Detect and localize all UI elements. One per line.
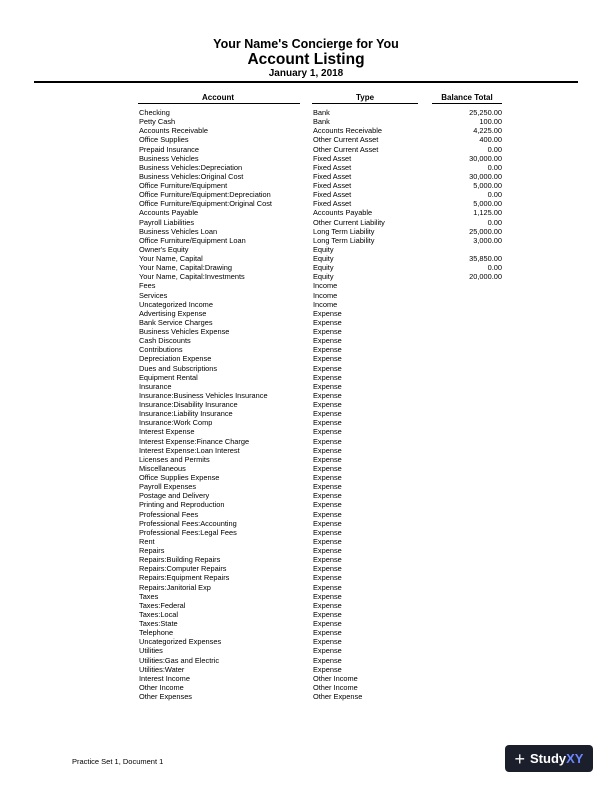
type-cell: Expense	[313, 527, 342, 537]
type-cell: Expense	[313, 491, 342, 501]
account-cell: Insurance:Liability Insurance	[139, 409, 233, 419]
table-row	[0, 628, 612, 637]
table-row	[0, 546, 612, 555]
table-row	[0, 564, 612, 573]
table-row	[0, 519, 612, 528]
account-cell: Repairs:Janitorial Exp	[139, 582, 211, 592]
account-cell: Professional Fees:Accounting	[139, 518, 237, 528]
type-cell: Expense	[313, 436, 342, 446]
account-cell: Insurance	[139, 381, 172, 391]
type-cell: Expense	[313, 509, 342, 519]
table-row	[0, 236, 612, 245]
table-row	[0, 555, 612, 564]
table-row	[0, 190, 612, 199]
type-cell: Expense	[313, 418, 342, 428]
account-cell: Repairs:Equipment Repairs	[139, 573, 230, 583]
balance-cell: 0.00	[487, 162, 502, 172]
account-cell: Prepaid Insurance	[139, 144, 199, 154]
table-row	[0, 674, 612, 683]
type-cell: Expense	[313, 381, 342, 391]
type-cell: Bank	[313, 108, 330, 117]
account-cell: Advertising Expense	[139, 308, 207, 318]
type-cell: Expense	[313, 609, 342, 619]
type-cell: Expense	[313, 619, 342, 628]
table-row	[0, 500, 612, 509]
footer-text: Practice Set 1, Document 1	[72, 757, 164, 766]
account-cell: Payroll Liabilities	[139, 217, 195, 227]
report-title: Account Listing	[247, 51, 365, 68]
account-cell: Bank Service Charges	[139, 317, 213, 327]
table-row	[0, 135, 612, 144]
account-cell: Uncategorized Income	[139, 299, 213, 309]
type-cell: Income	[313, 281, 338, 291]
plus-icon: +	[514, 748, 526, 769]
type-cell: Bank	[313, 117, 330, 127]
type-cell: Fixed Asset	[313, 199, 352, 209]
type-cell: Expense	[313, 664, 342, 674]
type-cell: Long Term Liability	[313, 226, 375, 236]
table-row	[0, 172, 612, 181]
type-cell: Long Term Liability	[313, 235, 375, 245]
table-row	[0, 510, 612, 519]
table-row	[0, 427, 612, 436]
table-row	[0, 464, 612, 473]
account-cell: Business Vehicles:Depreciation	[139, 162, 243, 172]
account-cell: Accounts Payable	[139, 208, 199, 218]
account-cell: Dues and Subscriptions	[139, 363, 218, 373]
balance-cell: 0.00	[487, 144, 502, 154]
table-row	[0, 409, 612, 418]
account-cell: Repairs	[139, 546, 165, 555]
type-cell: Other Current Asset	[313, 135, 379, 145]
type-cell: Expense	[313, 564, 342, 574]
table-row	[0, 327, 612, 336]
type-cell: Expense	[313, 345, 342, 355]
table-row	[0, 619, 612, 628]
type-cell: Expense	[313, 591, 342, 601]
account-cell: Petty Cash	[139, 117, 176, 127]
table-row	[0, 665, 612, 674]
type-cell: Expense	[313, 600, 342, 610]
account-cell: Repairs:Computer Repairs	[139, 564, 227, 574]
type-cell: Other Current Liability	[313, 217, 385, 227]
type-cell: Expense	[313, 427, 342, 437]
table-row	[0, 281, 612, 290]
table-row	[0, 354, 612, 363]
account-cell: Your Name, Capital	[139, 254, 203, 263]
table-row	[0, 528, 612, 537]
type-cell: Expense	[313, 536, 342, 546]
table-row	[0, 610, 612, 619]
account-cell: Business Vehicles Expense	[139, 327, 230, 336]
type-cell: Expense	[313, 336, 342, 346]
account-cell: Taxes:Local	[139, 609, 179, 619]
type-cell: Expense	[313, 390, 342, 400]
table-row	[0, 181, 612, 190]
type-cell: Equity	[313, 244, 334, 254]
type-cell: Equity	[313, 263, 334, 273]
table-row	[0, 163, 612, 172]
account-cell: Cash Discounts	[139, 336, 191, 346]
type-cell: Expense	[313, 655, 342, 665]
balance-cell: 0.00	[487, 263, 502, 273]
balance-cell: 1,125.00	[473, 208, 502, 218]
table-row	[0, 373, 612, 382]
table-row	[0, 400, 612, 409]
account-cell: Office Supplies Expense	[139, 473, 220, 482]
table-row	[0, 154, 612, 163]
table-row	[0, 126, 612, 135]
balance-cell: 5,000.00	[473, 199, 502, 209]
table-row	[0, 382, 612, 391]
table-row	[0, 318, 612, 327]
type-cell: Expense	[313, 637, 342, 647]
account-cell: Payroll Expenses	[139, 482, 197, 492]
type-cell: Expense	[313, 354, 342, 364]
type-cell: Accounts Receivable	[313, 126, 383, 136]
table-row	[0, 263, 612, 272]
type-cell: Equity	[313, 272, 334, 282]
account-cell: Insurance:Work Comp	[139, 418, 213, 428]
table-row	[0, 692, 612, 701]
account-cell: Insurance:Business Vehicles Insurance	[139, 390, 268, 400]
type-cell: Fixed Asset	[313, 162, 352, 172]
account-cell: Taxes	[139, 591, 159, 601]
table-row	[0, 254, 612, 263]
type-cell: Expense	[313, 500, 342, 510]
account-cell: Fees	[139, 281, 156, 291]
account-cell: Other Income	[139, 682, 184, 692]
type-cell: Expense	[313, 573, 342, 583]
account-cell: Your Name, Capital:Investments	[139, 272, 245, 282]
account-cell: Telephone	[139, 628, 174, 638]
table-row	[0, 446, 612, 455]
balance-cell: 4,225.00	[473, 126, 502, 136]
balance-cell: 30,000.00	[469, 171, 502, 181]
type-cell: Expense	[313, 582, 342, 592]
account-cell: Professional Fees	[139, 509, 199, 519]
balance-cell: 400.00	[479, 135, 502, 145]
table-row	[0, 336, 612, 345]
type-cell: Other Income	[313, 673, 358, 683]
type-cell: Expense	[313, 646, 342, 656]
table-row	[0, 117, 612, 126]
account-cell: Insurance:Disability Insurance	[139, 400, 238, 409]
table-row	[0, 592, 612, 601]
table-row	[0, 601, 612, 610]
column-underline-type	[312, 103, 418, 104]
balance-cell: 0.00	[487, 217, 502, 227]
balance-cell: 20,000.00	[469, 272, 502, 282]
account-cell: Owner's Equity	[139, 244, 189, 254]
type-cell: Fixed Asset	[313, 190, 352, 200]
balance-cell: 5,000.00	[473, 181, 502, 190]
account-cell: Interest Income	[139, 673, 190, 683]
table-row	[0, 455, 612, 464]
type-cell: Expense	[313, 454, 342, 464]
type-cell: Income	[313, 290, 338, 300]
type-cell: Fixed Asset	[313, 181, 352, 190]
account-cell: Business Vehicles Loan	[139, 226, 218, 236]
report-date: January 1, 2018	[268, 68, 344, 79]
type-cell: Expense	[313, 473, 342, 482]
brand-name	[530, 751, 583, 766]
account-cell: Office Furniture/Equipment Loan	[139, 235, 246, 245]
account-cell: Business Vehicles:Original Cost	[139, 171, 244, 181]
balance-cell: 25,000.00	[469, 226, 502, 236]
table-row	[0, 573, 612, 582]
column-header-balance: Balance Total	[441, 93, 493, 102]
type-cell: Expense	[313, 628, 342, 638]
table-row	[0, 437, 612, 446]
table-row	[0, 418, 612, 427]
table-row	[0, 309, 612, 318]
type-cell: Expense	[313, 518, 342, 528]
type-cell: Other Expense	[313, 692, 363, 701]
account-cell: Utilities:Water	[139, 664, 185, 674]
account-cell: Rent	[139, 536, 155, 546]
column-underline-balance	[432, 103, 502, 104]
account-cell: Office Furniture/Equipment:Original Cost	[139, 199, 272, 209]
table-row	[0, 199, 612, 208]
account-cell: Professional Fees:Legal Fees	[139, 527, 237, 537]
balance-cell: 25,250.00	[469, 108, 502, 117]
account-cell: Contributions	[139, 345, 183, 355]
account-cell: Utilities:Gas and Electric	[139, 655, 220, 665]
account-cell: Utilities	[139, 646, 163, 656]
table-row	[0, 683, 612, 692]
type-cell: Expense	[313, 409, 342, 419]
type-cell: Expense	[313, 372, 342, 382]
table-row	[0, 473, 612, 482]
column-underline-account	[138, 103, 300, 104]
balance-cell: 35,850.00	[469, 254, 502, 263]
account-cell: Miscellaneous	[139, 463, 186, 473]
type-cell: Expense	[313, 546, 342, 555]
company-name: Your Name's Concierge for You	[213, 37, 399, 51]
account-cell: Accounts Receivable	[139, 126, 209, 136]
type-cell: Other Income	[313, 682, 358, 692]
table-row	[0, 291, 612, 300]
report-header	[0, 37, 612, 80]
table-row	[0, 108, 612, 117]
account-cell: Repairs:Building Repairs	[139, 555, 221, 565]
account-cell: Checking	[139, 108, 170, 117]
type-cell: Expense	[313, 317, 342, 327]
table-row	[0, 227, 612, 236]
table-row	[0, 345, 612, 354]
type-cell: Expense	[313, 327, 342, 336]
type-cell: Fixed Asset	[313, 171, 352, 181]
type-cell: Accounts Payable	[313, 208, 373, 218]
type-cell: Expense	[313, 463, 342, 473]
column-header-type: Type	[355, 93, 375, 102]
account-cell: Licenses and Permits	[139, 454, 210, 464]
column-header-account: Account	[202, 93, 234, 102]
header-divider	[34, 81, 578, 83]
balance-cell: 0.00	[487, 190, 502, 200]
account-cell: Taxes:State	[139, 619, 178, 628]
table-row	[0, 300, 612, 309]
type-cell: Fixed Asset	[313, 153, 352, 163]
type-cell: Expense	[313, 555, 342, 565]
account-cell: Equipment Rental	[139, 372, 198, 382]
brand-accent: XY	[566, 751, 584, 766]
account-cell: Interest Expense:Loan Interest	[139, 445, 240, 455]
type-cell: Income	[313, 299, 338, 309]
balance-cell: 3,000.00	[473, 235, 502, 245]
table-row	[0, 272, 612, 281]
type-cell: Expense	[313, 482, 342, 492]
account-cell: Depreciation Expense	[139, 354, 212, 364]
account-table	[0, 108, 612, 701]
account-cell: Other Expenses	[139, 692, 192, 701]
table-row	[0, 583, 612, 592]
account-cell: Taxes:Federal	[139, 600, 186, 610]
table-row	[0, 364, 612, 373]
table-row	[0, 482, 612, 491]
table-row	[0, 491, 612, 500]
account-cell: Business Vehicles	[139, 153, 199, 163]
table-row	[0, 537, 612, 546]
table-row	[0, 208, 612, 217]
table-row	[0, 218, 612, 227]
account-cell: Office Furniture/Equipment:Depreciation	[139, 190, 271, 200]
type-cell: Expense	[313, 363, 342, 373]
table-row	[0, 637, 612, 646]
type-cell: Expense	[313, 400, 342, 409]
table-row	[0, 245, 612, 254]
table-row	[0, 656, 612, 665]
account-cell: Services	[139, 290, 168, 300]
balance-cell: 30,000.00	[469, 153, 502, 163]
type-cell: Expense	[313, 308, 342, 318]
type-cell: Expense	[313, 445, 342, 455]
brand-main: Study	[530, 751, 567, 766]
account-cell: Postage and Delivery	[139, 491, 210, 501]
account-cell: Office Furniture/Equipment	[139, 181, 228, 190]
account-cell: Interest Expense	[139, 427, 195, 437]
table-row	[0, 145, 612, 154]
balance-cell: 100.00	[479, 117, 502, 127]
type-cell: Equity	[313, 254, 334, 263]
table-row	[0, 646, 612, 655]
account-cell: Interest Expense:Finance Charge	[139, 436, 250, 446]
studyxy-badge[interactable]	[505, 745, 593, 772]
account-cell: Uncategorized Expenses	[139, 637, 222, 647]
type-cell: Other Current Asset	[313, 144, 379, 154]
account-cell: Your Name, Capital:Drawing	[139, 263, 232, 273]
table-row	[0, 391, 612, 400]
account-cell: Office Supplies	[139, 135, 189, 145]
account-cell: Printing and Reproduction	[139, 500, 225, 510]
